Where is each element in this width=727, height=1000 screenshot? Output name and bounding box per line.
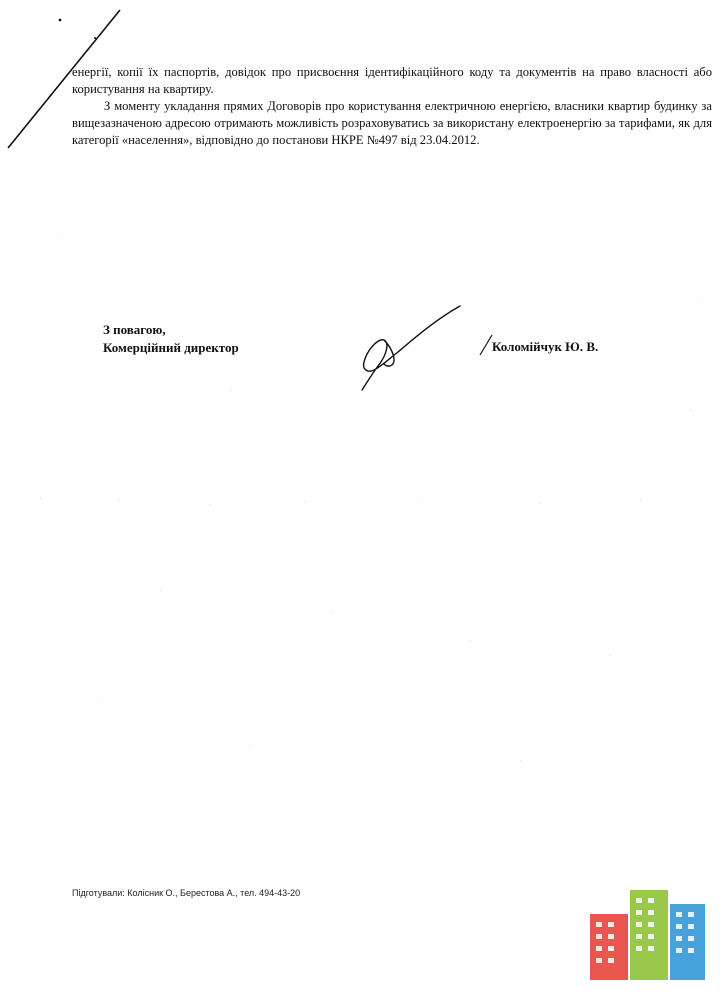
prepared-by-footer: Підготували: Колісник О., Берестова А., тел. 494-43-20 (72, 888, 301, 898)
buildings-logo (590, 890, 705, 985)
logo-building-blue (670, 904, 705, 980)
handwritten-signature (350, 300, 470, 400)
signer-position: Комерційний директор (103, 340, 239, 355)
letter-body (72, 64, 712, 149)
salutation: З повагою, (103, 322, 166, 337)
signer-name: Коломійчук Ю. В. (492, 339, 599, 354)
closing-block (103, 321, 239, 357)
paragraph-main: З моменту укладання прямих Договорів про користування електричною енергією, власники квартир будинку за вищезазначеною адресою отримають можливість розраховуватись за використану електроенергію за тарифами, як для категорії «населення», відповідно до постанови НКРЕ №497 від 23.04.2012. (72, 99, 712, 147)
paragraph-continued: енергії, копії їх паспортів, довідок про присвоєння ідентифікаційного коду та документів на право власності або користування на квартиру. (72, 65, 712, 96)
